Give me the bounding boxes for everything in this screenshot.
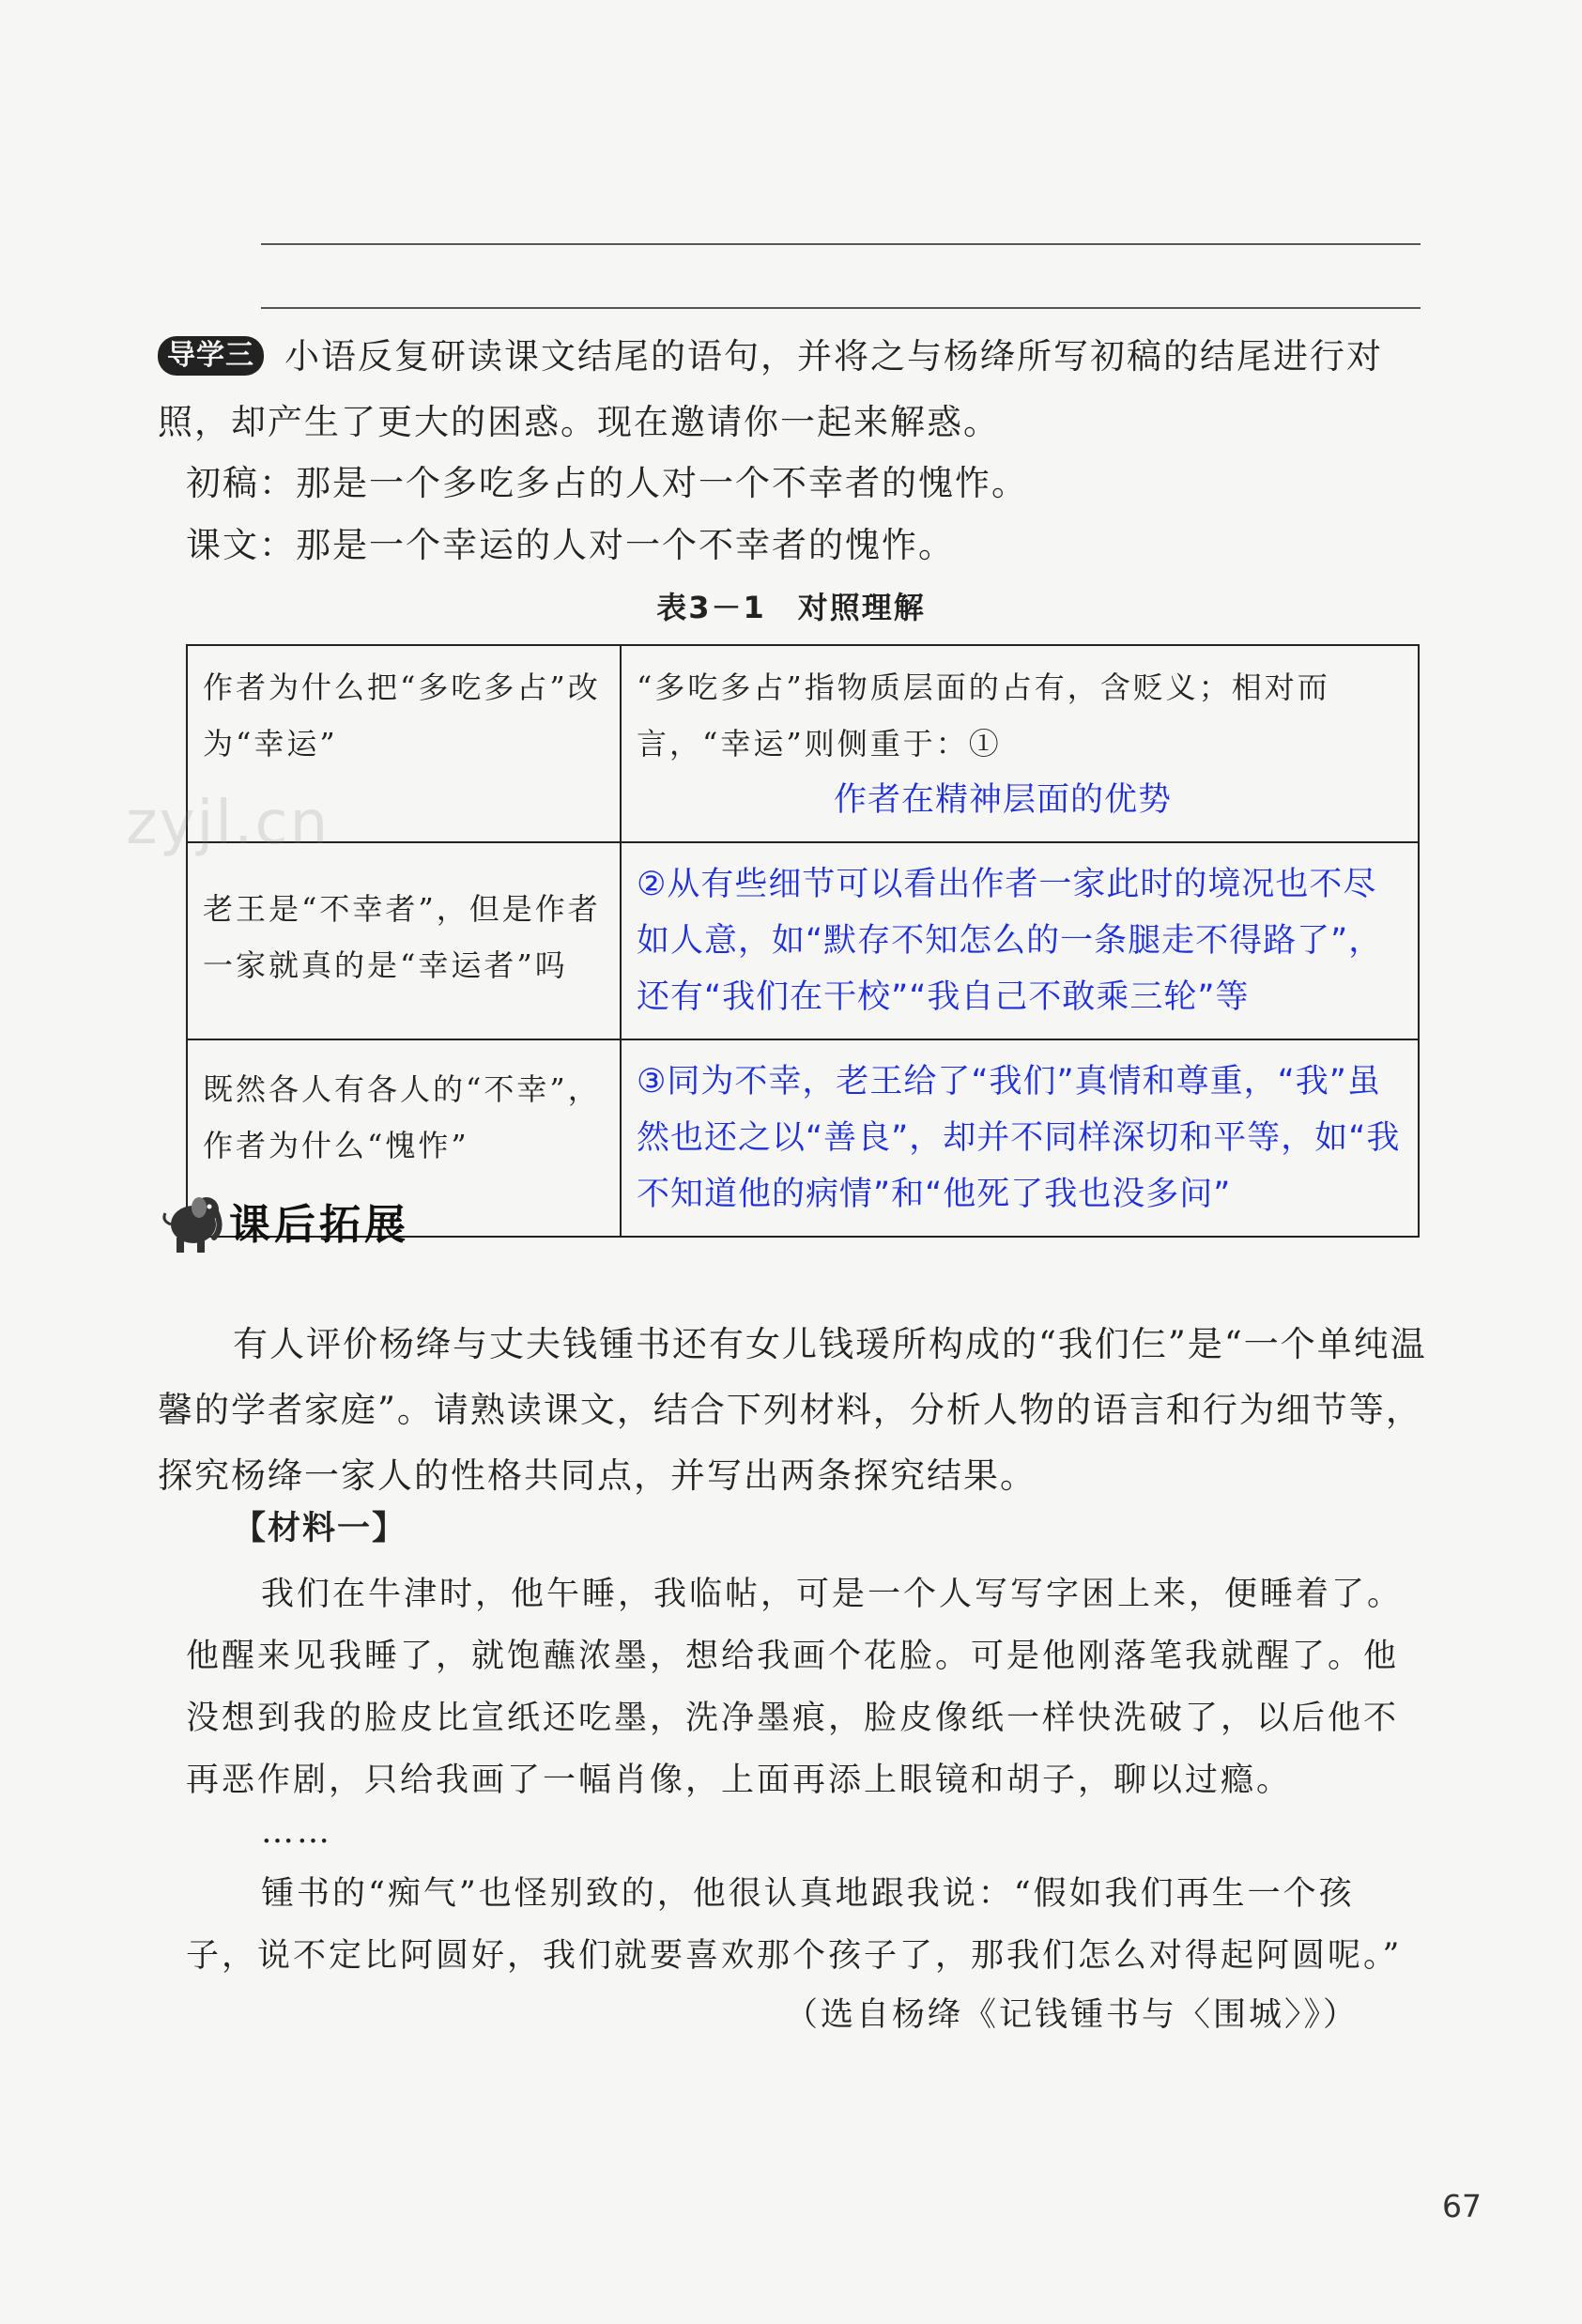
question-cell: 既然各人有各人的“不幸”，作者为什么“愧怍” [187, 1039, 621, 1237]
draft-line: 初稿：那是一个多吃多占的人对一个不幸者的愧怍。 [186, 463, 1028, 503]
watermark: zyjl.cn [126, 789, 330, 858]
question-cell: 作者为什么把“多吃多占”改为“幸运” [187, 645, 621, 842]
elephant-icon [158, 1183, 223, 1258]
table-row [187, 645, 1419, 842]
material-paragraph-2: 锺书的“痴气”也怪别致的，他很认真地跟我说：“假如我们再生一个孩子，说不定比阿圆好，我们就要喜欢那个孩子了，那我们怎么对得起阿圆呢。” [186, 1875, 1403, 1975]
guide-badge: 导学三 [158, 336, 264, 376]
handwritten-answer: 作者在精神层面的优势 [834, 781, 1173, 819]
answer-cell [621, 842, 1419, 1039]
section-title: 课后拓展 [229, 1201, 409, 1249]
comparison-table [186, 644, 1420, 1238]
answer-cell [621, 645, 1419, 842]
answer-line-1 [261, 243, 1421, 245]
material-label: 【材料一】 [233, 1510, 407, 1547]
guide-text: 小语反复研读课文结尾的语句，并将之与杨绛所写初稿的结尾进行对照，却产生了更大的困惑。现在邀请你一起来解惑。 [158, 336, 1383, 442]
guide-paragraph [158, 324, 1430, 455]
handwritten-answer: ②从有些细节可以看出作者一家此时的境况也不尽如人意，如“默存不知怎么的一条腿走不得路了”，还有“我们在干校”“我自己不敢乘三轮”等 [637, 866, 1383, 1016]
final-line: 课文：那是一个幸运的人对一个不幸者的愧怍。 [186, 525, 955, 565]
table-row [187, 842, 1419, 1039]
page-number: 67 [1442, 2188, 1482, 2224]
answer-cell [621, 1039, 1419, 1237]
prompt-text: “多吃多占”指物质层面的占有，含贬义；相对而言，“幸运”则侧重于：① [637, 669, 1330, 762]
section-header [158, 1178, 409, 1263]
answer-line-2 [261, 307, 1421, 309]
question-cell: 老王是“不幸者”，但是作者一家就真的是“幸运者”吗 [187, 842, 621, 1039]
task-paragraph: 有人评价杨绛与丈夫钱锺书还有女儿钱瑗所构成的“我们仨”是“一个单纯温馨的学者家庭”。请熟读课文，结合下列材料，分析人物的语言和行为细节等，探究杨绛一家人的性格共同点，并写出两条探究结果。 [158, 1324, 1427, 1496]
source-citation: （选自杨绛《记钱锺书与〈围城〉》） [784, 1996, 1359, 2034]
material-ellipsis: …… [261, 1813, 332, 1851]
table-caption: 表3－1 对照理解 [656, 590, 926, 625]
handwritten-answer: ③同为不幸，老王给了“我们”真情和尊重，“我”虽然也还之以“善良”，却并不同样深切和平等，如“我不知道他的病情”和“他死了我也没多问” [637, 1063, 1401, 1213]
material-paragraph-1: 我们在牛津时，他午睡，我临帖，可是一个人写写字困上来，便睡着了。他醒来见我睡了，就饱蘸浓墨，想给我画个花脸。可是他刚落笔我就醒了。他没想到我的脸皮比宣纸还吃墨，洗净墨痕，脸皮像纸一样快洗破了，以后他不再恶作剧，只给我画了一幅肖像，上面再添上眼镜和胡子，聊以过瘾。 [186, 1576, 1404, 1799]
